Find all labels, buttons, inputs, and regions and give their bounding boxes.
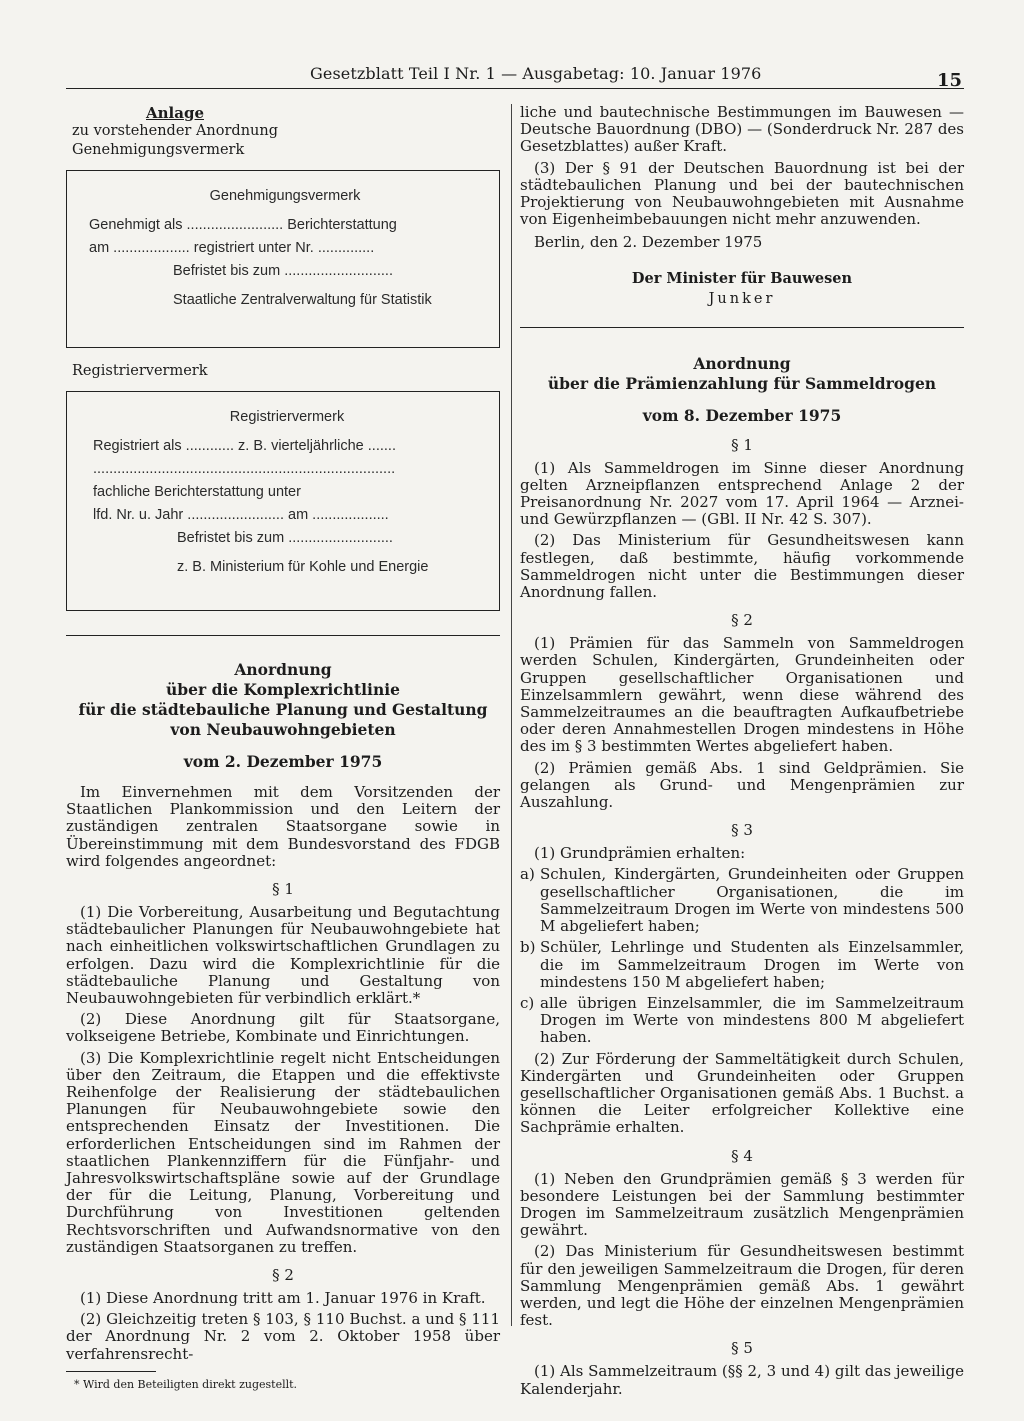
section-number: § 3 xyxy=(731,821,753,840)
genehmigung-label: Genehmigungsvermerk xyxy=(72,142,245,158)
anlage-subtitle: zu vorstehender Anordnung xyxy=(72,123,279,139)
anordnung-heading: Anordnung xyxy=(693,353,791,373)
paragraph: (1) Prämien für das Sammeln von Sammeldrogen werden Schulen, Kindergärten, Grundeinheiten oder Gruppen gesellschaftlicher Organisationen und Einzelsammlern gewährt, wenn diese während des Sammelzeitraumes an die beauftragten Aufkaufbetriebe oder deren Annahmestellen Drogen mindestens in Höhe des im § 3 bestimmten Wertes abgeliefert haben. xyxy=(520,634,964,756)
paragraph: (2) Das Ministerium für Gesundheitswesen bestimmt für den jeweiligen Sammelzeitraum die Drogen, für deren Sammlung Mengenprämien gemäß Abs. 1 gewährt werden, und legt die Höhe der einzelnen Mengenprämien fest. xyxy=(520,1242,964,1330)
paragraph: (1) Als Sammelzeitraum (§§ 2, 3 und 4) gilt das jeweilige Kalenderjahr. xyxy=(520,1362,964,1398)
box-row: ........................................................................... xyxy=(93,461,396,477)
anordnung-date: vom 2. Dezember 1975 xyxy=(183,752,383,771)
paragraph: (1) Diese Anordnung tritt am 1. Januar 1976 in Kraft. xyxy=(80,1289,486,1308)
place-date: Berlin, den 2. Dezember 1975 xyxy=(534,233,763,252)
section-number: § 1 xyxy=(731,435,753,454)
anordnung-subheading: von Neubauwohngebieten xyxy=(170,720,396,739)
paragraph: (1) Die Vorbereitung, Ausarbeitung und Begutachtung städtebaulicher Planungen für Neubauwohngebiete hat nach einheitlichen volkswirtschaftlichen Grundlagen zu erfolgen. Dazu wird die Komplexrichtlinie für die städtebauliche Planung und Gestaltung von Neubauwohngebieten für verbindlich erklärt.* xyxy=(66,903,500,1008)
preamble: Im Einvernehmen mit dem Vorsitzenden der Staatlichen Plankommission und den Leitern der zuständigen zentralen Staatsorgane sowie in Übereinstimmung mit dem Bundesvorstand des FDGB wird folgendes angeordnet: xyxy=(66,783,500,870)
box-title: Registriervermerk xyxy=(229,409,345,425)
box-row: Befristet bis zum .......................... xyxy=(177,530,393,546)
minister-signature: Junker xyxy=(708,290,776,307)
footnote-rule xyxy=(66,1371,156,1372)
list-label: a) xyxy=(520,865,535,884)
list-text: alle übrigen Einzelsammler, die im Sammelzeitraum Drogen im Werte von mindestens 800 M abgeliefert haben. xyxy=(540,993,964,1047)
list-item xyxy=(520,939,964,991)
anordnung-subheading: über die Prämienzahlung für Sammeldrogen xyxy=(547,373,937,393)
box-row: Genehmigt als ........................ Berichterstattung xyxy=(89,217,397,233)
paragraph: (1) Als Sammeldrogen im Sinne dieser Anordnung gelten Arzneipflanzen entsprechend Anlage 2 der Preisanordnung Nr. 2027 vom 17. April 1964 — Arznei- und Gewürzpflanzen — (GBl. II Nr. 42 S. 307). xyxy=(520,458,964,529)
column-divider xyxy=(511,104,512,1326)
registriervermerk-box xyxy=(66,391,500,611)
box-row: lfd. Nr. u. Jahr ........................ am ................... xyxy=(93,507,389,523)
paragraph: (2) Prämien gemäß Abs. 1 sind Geldprämien. Sie gelangen als Grund- und Mengenprämien zur Auszahlung. xyxy=(520,758,964,812)
anordnung-heading: Anordnung xyxy=(234,660,332,679)
paragraph: (3) Der § 91 der Deutschen Bauordnung ist bei der städtebaulichen Planung und bei der bautechnischen Projektierung von Neubauwohngebieten mit Ausnahme von Eigenheimbebauungen nicht mehr anzuwenden. xyxy=(520,158,964,229)
anordnung-subheading: für die städtebauliche Planung und Gestaltung xyxy=(78,700,488,719)
genehmigungsvermerk-box xyxy=(66,170,500,348)
minister-title: Der Minister für Bauwesen xyxy=(631,269,853,287)
box-row: Staatliche Zentralverwaltung für Statistik xyxy=(173,292,432,308)
paragraph: (1) Neben den Grundprämien gemäß § 3 werden für besondere Leistungen bei der Sammlung bestimmter Drogen im Sammelzeitraum zusätzlich Mengenprämien gewährt. xyxy=(520,1169,964,1240)
paragraph: (2) Zur Förderung der Sammeltätigkeit durch Schulen, Kindergärten und Grundeinheiten oder Gruppen gesellschaftlicher Organisationen gemäß Abs. 1 Buchst. a können die Leiter erfolgreicher Kollektive eine Sachprämie erhalten. xyxy=(520,1049,964,1137)
box-row: am ................... registriert unter Nr. .............. xyxy=(89,240,375,256)
list-text: Schulen, Kindergärten, Grundeinheiten oder Gruppen gesellschaftlicher Organisationen, die im Sammelzeitraum Drogen im Werte von mindestens 500 M abgeliefert haben; xyxy=(540,865,964,936)
list-label: c) xyxy=(520,993,535,1012)
box-row: z. B. Ministerium für Kohle und Energie xyxy=(177,559,429,575)
page-header-title: Gesetzblatt Teil I Nr. 1 — Ausgabetag: 10. Januar 1976 xyxy=(310,64,762,83)
box-row: Befristet bis zum ........................... xyxy=(173,263,393,279)
paragraph: (3) Die Komplexrichtlinie regelt nicht Entscheidungen über den Zeitraum, die Etappen und die effektivste Reihenfolge der Realisierung der städtebaulichen Planungen für Neubauwohngebiete sowie den entsprechenden Einsatz der Investitionen. Die erforderlichen Entscheidungen sind im Rahmen der staatlichen Plankennziffern für die Fünfjahr- und Jahresvolkswirtschaftspläne sowie auf der Grundlage der für die Leitung, Planung, Vorbereitung und Durchführung von Investitionen geltenden Rechtsvorschriften und Aufwandsnormative von den zuständigen Staatsorganen zu treffen. xyxy=(66,1048,500,1256)
anordnung-subheading: über die Komplexrichtlinie xyxy=(166,680,400,699)
box-row: fachliche Berichterstattung unter xyxy=(93,484,301,500)
left-column xyxy=(66,104,500,1391)
paragraph: (2) Das Ministerium für Gesundheitswesen kann festlegen, daß bestimmte, häufig vorkommende Sammeldrogen nicht unter die Bestimmungen dieser Anordnung fallen. xyxy=(520,531,964,602)
list-item xyxy=(520,866,964,935)
section-number: § 1 xyxy=(272,880,294,899)
paragraph: (2) Gleichzeitig treten § 103, § 110 Buchst. a und § 111 der Anordnung Nr. 2 vom 2. Oktober 1958 über verfahrensrecht- xyxy=(66,1310,500,1363)
page-number: 15 xyxy=(936,70,962,91)
registrier-label: Registriervermerk xyxy=(72,363,208,379)
section-number: § 4 xyxy=(731,1146,753,1165)
paragraph: (1) Grundprämien erhalten: xyxy=(534,844,746,863)
footnote: * Wird den Beteiligten direkt zugestellt. xyxy=(74,1377,298,1391)
list-label: b) xyxy=(520,938,536,957)
anlage-heading: Anlage xyxy=(146,104,204,122)
paragraph: (2) Diese Anordnung gilt für Staatsorgane, volkseigene Betriebe, Kombinate und Einrichtungen. xyxy=(66,1010,500,1046)
list-item xyxy=(520,995,964,1047)
section-number: § 5 xyxy=(731,1339,753,1358)
right-column xyxy=(520,104,964,1398)
box-row: Registriert als ............ z. B. vierteljährliche ....... xyxy=(93,438,396,454)
list-text: Schüler, Lehrlinge und Studenten als Einzelsammler, die im Sammelzeitraum Drogen im Werte von mindestens 150 M abgeliefert haben; xyxy=(540,938,964,991)
paragraph: liche und bautechnische Bestimmungen im Bauwesen — Deutsche Bauordnung (DBO) — (Sonderdruck Nr. 287 des Gesetzblattes) außer Kraft. xyxy=(520,103,964,156)
box-title: Genehmigungsvermerk xyxy=(209,188,361,204)
section-number: § 2 xyxy=(731,611,753,630)
section-number: § 2 xyxy=(272,1266,294,1285)
anordnung-date: vom 8. Dezember 1975 xyxy=(642,405,842,425)
